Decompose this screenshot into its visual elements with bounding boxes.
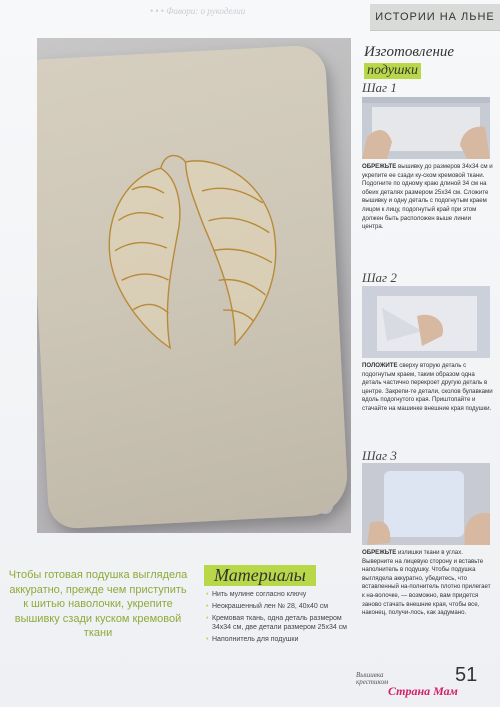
site-watermark: Страна Мам [388, 684, 458, 698]
magazine-logo [356, 672, 388, 686]
section-label: ИСТОРИИ НА ЛЬНЕ [375, 11, 495, 23]
step-2-body: сверху вторую деталь с подогнутым краем, таким образом одна деталь частично перекроет другую деталь в центре. Закрепи-те детали, сколов булавками вдоль подогнутого края. Приштопайте и стачайте на машинке внешние края подушки. [362, 362, 493, 412]
step-2-label: Шаг 2 [362, 270, 397, 285]
materials-title: Материалы [204, 565, 316, 586]
step-3-body: излишки ткани в углах. Выверните на лицевую сторону и вставьте наполнитель в подушку. Чтобы подушка выглядела аккуратно, убедитесь, что вставленный на-полнитель плотно прилегает к на-волочке, — возможно, вам придется заново стачать внешние края, чтобы все, наконец, получи-лось, как задумано. [362, 549, 491, 617]
materials-list [206, 590, 348, 644]
section-tab [370, 4, 500, 31]
materials-item: • Наполнитель для подушки [206, 635, 348, 644]
step-3-text [362, 549, 494, 618]
hands-folding-fabric-illustration [362, 97, 490, 159]
step-1-photo [362, 97, 490, 159]
instructions-title [364, 44, 494, 79]
intro-callout: Чтобы готовая подушка выглядела аккуратно, прежде чем приступить к шитью наволочки, укрепите вышивку сзади куском кремовой ткани [8, 569, 188, 639]
step-1-label: Шаг 1 [362, 80, 397, 95]
pillow-photo [37, 38, 351, 533]
top-faded-header: • • • Фавори: о рукоделии [150, 6, 246, 16]
step-3-lead: ОБРЕЖЬТЕ [362, 549, 397, 556]
stuffing-pillow-illustration [362, 463, 490, 545]
step-2-lead: ПОЛОЖИТЕ [362, 362, 398, 369]
step-3-label: Шаг 3 [362, 448, 397, 463]
angel-wings-embroidery [90, 142, 291, 362]
materials-item: • Кремовая ткань, одна деталь размером 34х34 см, две детали размером 25х34 см [206, 614, 348, 632]
title-line-1: Изготовление [364, 44, 455, 60]
embroidered-linen-pillow [37, 44, 349, 529]
title-line-2: подушки [364, 63, 421, 79]
step-1-body: вышивку до размеров 34х34 см и укрепите ее сзади ку-ском кремовой ткани. Подогните по одному краю длиной 34 см на обеих деталях размером 25х34 см. Сложите вышивку и одну деталь с подогнутым краем лицом к лицу, подогнутый край при этом должен быть расположен выше линии центра. [362, 163, 493, 231]
step-2-text [362, 362, 494, 414]
step-3-photo [362, 463, 490, 545]
pinning-fabric-illustration [362, 286, 490, 358]
materials-item: • Нить мулине согласно ключу [206, 590, 348, 599]
step-1-text [362, 163, 494, 232]
logo-line-2: крестиком [356, 678, 389, 686]
logo-line-1: Вышивка [356, 671, 384, 679]
materials-box [198, 565, 348, 700]
page-number: 51 [455, 664, 478, 686]
materials-item: • Неокрашенный лен № 28, 40х40 см [206, 602, 348, 611]
step-2-photo [362, 286, 490, 358]
step-1-lead: ОБРЕЖЬТЕ [362, 163, 397, 170]
